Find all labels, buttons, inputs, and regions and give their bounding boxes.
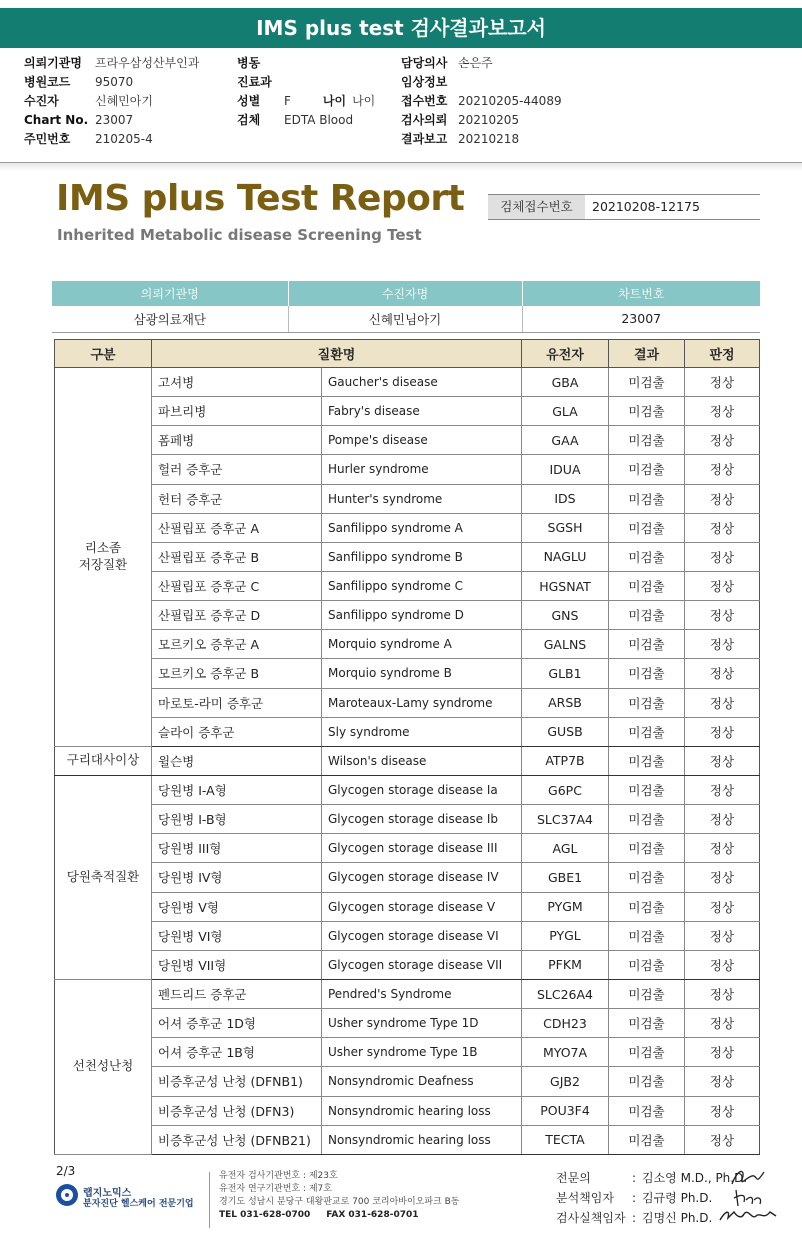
gene-name: GALNS — [522, 630, 609, 659]
info-label: 임상정보 — [401, 75, 448, 89]
judgement: 정상 — [685, 455, 760, 484]
detection-result: 미검출 — [609, 1038, 685, 1067]
judgement: 정상 — [685, 1067, 760, 1096]
results-row — [55, 746, 760, 775]
results-row — [55, 834, 760, 863]
detection-result: 미검출 — [609, 775, 685, 804]
lab-address-line: 유전자 연구기관번호 : 제7호 — [219, 1184, 332, 1194]
signer-role: 분석책임자 — [556, 1191, 614, 1205]
disease-name-korean: 헌터 증후군 — [152, 484, 322, 513]
detection-result: 미검출 — [609, 834, 685, 863]
info-value: F — [284, 94, 291, 108]
results-row — [55, 1125, 760, 1154]
detection-result: 미검출 — [609, 659, 685, 688]
detection-result: 미검출 — [609, 368, 685, 397]
info-row — [401, 73, 562, 92]
results-row — [55, 513, 760, 542]
detection-result: 미검출 — [609, 542, 685, 571]
info-value: EDTA Blood — [284, 113, 354, 127]
category-cell — [55, 979, 152, 1154]
results-row — [55, 426, 760, 455]
lab-tel: TEL 031-628-0700 — [219, 1210, 311, 1220]
gene-name: PYGM — [522, 892, 609, 921]
info-value: 210205-4 — [95, 132, 153, 146]
handwritten-signature-3 — [718, 1204, 780, 1226]
gene-name: PFKM — [522, 950, 609, 979]
disease-name-english: Wilson's disease — [322, 746, 522, 775]
info-label: Chart No. — [24, 113, 89, 127]
category-cell — [55, 746, 152, 775]
signer-row: 검사실책임자 : 김명신 Ph.D. — [556, 1208, 747, 1228]
lab-address-line: 유전자 검사기관번호 : 제23호 — [219, 1171, 338, 1181]
disease-name-english: Usher syndrome Type 1D — [322, 1009, 522, 1038]
info-row — [401, 54, 562, 73]
gene-name: MYO7A — [522, 1038, 609, 1067]
disease-name-korean: 당원병 IV형 — [152, 863, 322, 892]
footer-divider — [209, 1172, 210, 1228]
disease-name-english: Pendred's Syndrome — [322, 979, 522, 1008]
disease-name-english: Glycogen storage disease Ib — [322, 805, 522, 834]
info-row — [401, 92, 562, 111]
disease-name-korean: 당원병 III형 — [152, 834, 322, 863]
results-row — [55, 571, 760, 600]
info-row — [24, 54, 199, 73]
disease-name-korean: 윌슨병 — [152, 746, 322, 775]
judgement: 정상 — [685, 630, 760, 659]
info-column-3 — [401, 54, 562, 149]
disease-name-english: Glycogen storage disease IV — [322, 863, 522, 892]
patient-header-name: 수진자명 — [288, 281, 522, 306]
patient-header-institution: 의뢰기관명 — [52, 281, 288, 306]
logo-name: 랩지노믹스 — [83, 1188, 132, 1199]
info-column-2 — [237, 54, 375, 130]
disease-name-english: Glycogen storage disease III — [322, 834, 522, 863]
info-value: 손은주 — [458, 56, 493, 70]
judgement: 정상 — [685, 863, 760, 892]
info-row — [237, 73, 375, 92]
disease-name-english: Fabry's disease — [322, 397, 522, 426]
disease-name-korean: 어셔 증후군 1B형 — [152, 1038, 322, 1067]
divider-shadow — [0, 163, 802, 171]
report-subtitle: Inherited Metabolic disease Screening Test — [57, 226, 422, 244]
disease-name-english: Sanfilippo syndrome C — [322, 571, 522, 600]
results-header-gene: 유전자 — [522, 340, 609, 368]
results-header-judgement: 판정 — [685, 340, 760, 368]
judgement: 정상 — [685, 805, 760, 834]
info-value: 프라우삼성산부인과 — [95, 56, 200, 70]
detection-result: 미검출 — [609, 601, 685, 630]
detection-result: 미검출 — [609, 1009, 685, 1038]
gene-name: GJB2 — [522, 1067, 609, 1096]
judgement: 정상 — [685, 979, 760, 1008]
gene-name: G6PC — [522, 775, 609, 804]
judgement: 정상 — [685, 659, 760, 688]
disease-name-korean: 슬라이 증후군 — [152, 717, 322, 746]
info-value: 신혜민아기 — [95, 94, 153, 108]
detection-result: 미검출 — [609, 717, 685, 746]
judgement: 정상 — [685, 1125, 760, 1154]
info-label: 주민번호 — [24, 132, 71, 146]
detection-result: 미검출 — [609, 397, 685, 426]
disease-name-english: Maroteaux-Lamy syndrome — [322, 688, 522, 717]
info-label: 진료과 — [237, 75, 272, 89]
disease-name-korean: 당원병 VI형 — [152, 921, 322, 950]
results-row — [55, 1067, 760, 1096]
signer-name: 김소영 M.D., Ph.D. — [642, 1171, 748, 1185]
info-label: 검사의뢰 — [401, 113, 448, 127]
results-row — [55, 484, 760, 513]
disease-name-english: Sanfilippo syndrome D — [322, 601, 522, 630]
results-header-category: 구분 — [55, 340, 152, 368]
disease-name-korean: 파브리병 — [152, 397, 322, 426]
detection-result: 미검출 — [609, 513, 685, 542]
detection-result: 미검출 — [609, 979, 685, 1008]
judgement: 정상 — [685, 426, 760, 455]
results-row — [55, 950, 760, 979]
info-row — [24, 111, 199, 130]
judgement: 정상 — [685, 1096, 760, 1125]
info-row — [24, 130, 199, 149]
judgement: 정상 — [685, 1038, 760, 1067]
page-number: 2/3 — [56, 1164, 76, 1178]
specimen-number-value: 20210208-12175 — [592, 199, 700, 214]
detection-result: 미검출 — [609, 484, 685, 513]
specimen-number-label: 검체접수번호 — [488, 195, 585, 219]
signer-role: 전문의 — [556, 1171, 591, 1185]
info-row — [237, 92, 375, 111]
judgement: 정상 — [685, 717, 760, 746]
gene-name: GAA — [522, 426, 609, 455]
judgement: 정상 — [685, 746, 760, 775]
disease-name-korean: 고셔병 — [152, 368, 322, 397]
patient-header-chart: 차트번호 — [522, 281, 760, 306]
report-footer — [0, 1160, 802, 1244]
info-value: 20210205 — [458, 113, 520, 127]
results-row — [55, 368, 760, 397]
category-label: 당원축적질환 — [66, 869, 140, 885]
judgement: 정상 — [685, 921, 760, 950]
judgement: 정상 — [685, 601, 760, 630]
logo-tagline: 분자진단 헬스케어 전문기업 — [83, 1199, 194, 1209]
results-row — [55, 601, 760, 630]
results-row — [55, 1038, 760, 1067]
patient-summary-table — [52, 281, 760, 333]
info-label: 의뢰기관명 — [24, 56, 82, 70]
disease-name-english: Sanfilippo syndrome A — [322, 513, 522, 542]
lab-address-line: 경기도 성남시 분당구 대왕판교로 700 코리아바이오파크 B동 — [219, 1197, 460, 1207]
category-label: 저장질환 — [78, 556, 128, 572]
gene-name: SLC37A4 — [522, 805, 609, 834]
patient-institution: 삼광의료재단 — [52, 306, 288, 332]
results-row — [55, 542, 760, 571]
info-value: 23007 — [95, 113, 134, 127]
logo-mark-icon — [56, 1184, 78, 1206]
detection-result: 미검출 — [609, 805, 685, 834]
results-row — [55, 659, 760, 688]
disease-name-english: Nonsyndromic hearing loss — [322, 1096, 522, 1125]
disease-name-korean: 산필립포 증후군 D — [152, 601, 322, 630]
disease-name-korean: 모르키오 증후군 A — [152, 630, 322, 659]
patient-name: 신혜민님아기 — [288, 306, 522, 332]
company-logo — [56, 1182, 206, 1210]
detection-result: 미검출 — [609, 950, 685, 979]
disease-name-korean: 당원병 I-A형 — [152, 775, 322, 804]
info-row — [237, 54, 375, 73]
gene-name: SGSH — [522, 513, 609, 542]
disease-name-korean: 비증후군성 난청 (DFN3) — [152, 1096, 322, 1125]
category-label: 선천성난청 — [72, 1058, 134, 1074]
disease-name-korean: 당원병 I-B형 — [152, 805, 322, 834]
disease-name-korean: 펜드리드 증후군 — [152, 979, 322, 1008]
results-row — [55, 1096, 760, 1125]
disease-name-english: Usher syndrome Type 1B — [322, 1038, 522, 1067]
results-table — [54, 339, 760, 1155]
info-value: 95070 — [95, 75, 134, 89]
info-label: 수진자 — [24, 94, 59, 108]
judgement: 정상 — [685, 571, 760, 600]
disease-name-korean: 산필립포 증후군 B — [152, 542, 322, 571]
results-row — [55, 863, 760, 892]
judgement: 정상 — [685, 775, 760, 804]
judgement: 정상 — [685, 368, 760, 397]
category-label: 구리대사이상 — [66, 752, 140, 768]
results-header-result: 결과 — [609, 340, 685, 368]
results-row — [55, 892, 760, 921]
detection-result: 미검출 — [609, 688, 685, 717]
disease-name-korean: 폼페병 — [152, 426, 322, 455]
detection-result: 미검출 — [609, 1067, 685, 1096]
info-label: 병원코드 — [24, 75, 71, 89]
disease-name-korean: 비증후군성 난청 (DFNB21) — [152, 1125, 322, 1154]
info-label: 성별 — [237, 94, 261, 108]
report-banner-title: IMS plus test 검사결과보고서 — [0, 8, 802, 48]
signer-role: 검사실책임자 — [556, 1211, 626, 1225]
disease-name-korean: 헐러 증후군 — [152, 455, 322, 484]
judgement: 정상 — [685, 834, 760, 863]
gene-name: GBA — [522, 368, 609, 397]
detection-result: 미검출 — [609, 1125, 685, 1154]
info-row — [237, 111, 375, 130]
results-row — [55, 979, 760, 1008]
disease-name-english: Gaucher's disease — [322, 368, 522, 397]
age-label: 나이 — [322, 94, 347, 108]
info-row — [24, 92, 199, 111]
detection-result: 미검출 — [609, 746, 685, 775]
gene-name: GNS — [522, 601, 609, 630]
disease-name-english: Glycogen storage disease V — [322, 892, 522, 921]
signer-name: 김규령 Ph.D. — [642, 1191, 713, 1205]
detection-result: 미검출 — [609, 571, 685, 600]
disease-name-english: Nonsyndromic hearing loss — [322, 1125, 522, 1154]
category-cell — [55, 368, 152, 747]
gene-name: NAGLU — [522, 542, 609, 571]
judgement: 정상 — [685, 397, 760, 426]
category-label: 리소좀 — [84, 540, 122, 556]
disease-name-english: Sly syndrome — [322, 717, 522, 746]
disease-name-english: Glycogen storage disease VI — [322, 921, 522, 950]
judgement: 정상 — [685, 513, 760, 542]
category-cell — [55, 775, 152, 979]
disease-name-english: Glycogen storage disease Ia — [322, 775, 522, 804]
info-label: 검체 — [237, 113, 261, 127]
signer-row: 전문의 : 김소영 M.D., Ph.D. — [556, 1168, 747, 1188]
detection-result: 미검출 — [609, 426, 685, 455]
judgement: 정상 — [685, 688, 760, 717]
results-row — [55, 805, 760, 834]
judgement: 정상 — [685, 542, 760, 571]
disease-name-korean: 산필립포 증후군 C — [152, 571, 322, 600]
age-value: 나이 — [352, 94, 376, 108]
disease-name-korean: 마로토-라미 증후군 — [152, 688, 322, 717]
info-label: 접수번호 — [401, 94, 448, 108]
info-row — [24, 73, 199, 92]
disease-name-korean: 당원병 VII형 — [152, 950, 322, 979]
gene-name: HGSNAT — [522, 571, 609, 600]
gene-name: CDH23 — [522, 1009, 609, 1038]
results-row — [55, 775, 760, 804]
gene-name: AGL — [522, 834, 609, 863]
detection-result: 미검출 — [609, 863, 685, 892]
disease-name-english: Nonsyndromic Deafness — [322, 1067, 522, 1096]
info-value: 20210205-44089 — [458, 94, 562, 108]
gene-name: GUSB — [522, 717, 609, 746]
report-title: IMS plus Test Report — [56, 178, 465, 219]
info-label: 병동 — [237, 56, 261, 70]
info-column-1 — [24, 54, 199, 149]
detection-result: 미검출 — [609, 455, 685, 484]
signer-row: 분석책임자 : 김규령 Ph.D. — [556, 1188, 747, 1208]
patient-chart-number: 23007 — [522, 306, 760, 332]
disease-name-korean: 비증후군성 난청 (DFNB1) — [152, 1067, 322, 1096]
detection-result: 미검출 — [609, 892, 685, 921]
results-row — [55, 921, 760, 950]
detection-result: 미검출 — [609, 1096, 685, 1125]
results-row — [55, 1009, 760, 1038]
gene-name: POU3F4 — [522, 1096, 609, 1125]
gene-name: GLA — [522, 397, 609, 426]
results-row — [55, 717, 760, 746]
disease-name-english: Hunter's syndrome — [322, 484, 522, 513]
detection-result: 미검출 — [609, 630, 685, 659]
gene-name: ATP7B — [522, 746, 609, 775]
disease-name-korean: 어셔 증후군 1D형 — [152, 1009, 322, 1038]
info-row — [401, 130, 562, 149]
judgement: 정상 — [685, 1009, 760, 1038]
disease-name-english: Glycogen storage disease VII — [322, 950, 522, 979]
info-label: 결과보고 — [401, 132, 448, 146]
info-row — [401, 111, 562, 130]
gene-name: PYGL — [522, 921, 609, 950]
judgement: 정상 — [685, 484, 760, 513]
specimen-number-box — [488, 194, 760, 220]
detection-result: 미검출 — [609, 921, 685, 950]
disease-name-english: Pompe's disease — [322, 426, 522, 455]
disease-name-english: Sanfilippo syndrome B — [322, 542, 522, 571]
gene-name: IDUA — [522, 455, 609, 484]
results-row — [55, 397, 760, 426]
gene-name: GBE1 — [522, 863, 609, 892]
order-info-block — [0, 54, 802, 162]
disease-name-english: Morquio syndrome B — [322, 659, 522, 688]
disease-name-english: Morquio syndrome A — [322, 630, 522, 659]
disease-name-english: Hurler syndrome — [322, 455, 522, 484]
disease-name-korean: 산필립포 증후군 A — [152, 513, 322, 542]
results-header-disease: 질환명 — [152, 340, 522, 368]
judgement: 정상 — [685, 950, 760, 979]
info-label: 담당의사 — [401, 56, 448, 70]
disease-name-korean: 모르키오 증후군 B — [152, 659, 322, 688]
results-row — [55, 630, 760, 659]
results-row — [55, 455, 760, 484]
signer-name: 김명신 Ph.D. — [642, 1211, 713, 1225]
gene-name: GLB1 — [522, 659, 609, 688]
disease-name-korean: 당원병 V형 — [152, 892, 322, 921]
judgement: 정상 — [685, 892, 760, 921]
lab-address-block — [219, 1170, 459, 1222]
lab-fax: FAX 031-628-0701 — [326, 1210, 419, 1220]
info-value: 20210218 — [458, 132, 520, 146]
gene-name: SLC26A4 — [522, 979, 609, 1008]
gene-name: TECTA — [522, 1125, 609, 1154]
gene-name: IDS — [522, 484, 609, 513]
gene-name: ARSB — [522, 688, 609, 717]
results-row — [55, 688, 760, 717]
